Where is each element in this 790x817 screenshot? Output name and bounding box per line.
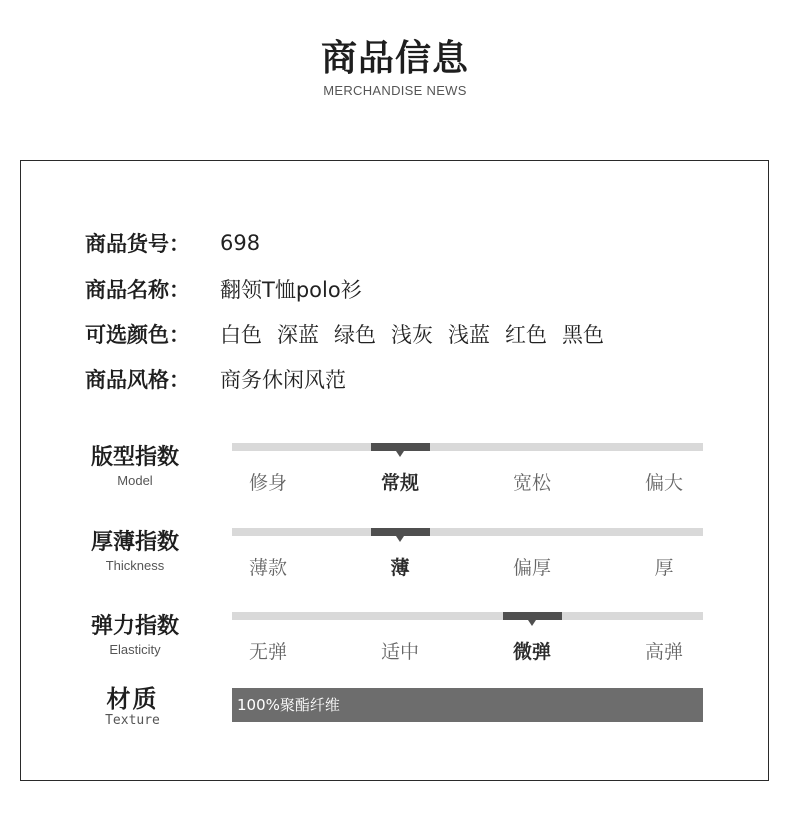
texture-title [85, 685, 180, 729]
info-values [220, 274, 362, 304]
index-scale-elasticity [202, 637, 730, 664]
index-title-en: Model [117, 473, 153, 488]
scale-option: 微弹 [512, 641, 551, 663]
page-subtitle: MERCHANDISE NEWS [323, 83, 467, 98]
color-options [220, 319, 604, 349]
info-label: 可选颜色： [85, 323, 190, 347]
color-option: 深蓝 [277, 323, 319, 347]
texture-title-cn: 材质 [106, 685, 159, 713]
texture-title-en: Texture [105, 713, 160, 728]
index-marker [371, 528, 430, 536]
scale-option: 高弹 [644, 641, 683, 663]
scale-option: 适中 [380, 641, 419, 663]
index-title-model [85, 444, 185, 490]
info-value: 翻领T恤polo衫 [220, 278, 362, 302]
info-label: 商品货号： [85, 232, 190, 256]
index-track-elasticity [232, 612, 703, 620]
scale-option: 宽松 [512, 472, 551, 494]
scale-option: 偏厚 [512, 557, 551, 579]
index-title-en: Thickness [105, 558, 165, 573]
index-title-cn: 厚薄指数 [90, 530, 179, 555]
index-title-en: Elasticity [109, 642, 161, 657]
scale-option: 薄款 [248, 557, 287, 579]
info-value: 商务休闲风范 [220, 368, 346, 392]
color-option: 白色 [220, 323, 262, 347]
info-values [220, 231, 260, 255]
scale-option: 常规 [380, 472, 419, 494]
info-label: 商品风格： [85, 368, 190, 392]
index-scale-thickness [202, 553, 730, 580]
info-label: 商品名称： [85, 278, 190, 302]
index-title-cn: 版型指数 [90, 445, 179, 470]
texture-value-bar: 100%聚酯纤维 [232, 688, 703, 722]
index-track-model [232, 443, 703, 451]
info-row-colors [85, 319, 604, 349]
color-option: 黑色 [562, 323, 604, 347]
scale-option: 厚 [654, 557, 674, 579]
scale-option: 偏大 [644, 472, 683, 494]
scale-option: 修身 [248, 472, 287, 494]
color-option: 浅灰 [391, 323, 433, 347]
info-value: 698 [220, 231, 261, 255]
index-title-cn: 弹力指数 [90, 614, 179, 639]
info-row-style [85, 364, 346, 394]
scale-option: 薄 [390, 557, 410, 579]
index-track-thickness [232, 528, 703, 536]
color-option: 浅蓝 [448, 323, 490, 347]
scale-option: 无弹 [248, 641, 287, 663]
index-marker [503, 612, 562, 620]
color-option: 红色 [505, 323, 547, 347]
index-title-thickness [85, 529, 185, 575]
index-scale-model [202, 468, 730, 495]
info-row-product-name [85, 274, 362, 304]
index-marker [371, 443, 430, 451]
index-title-elasticity [85, 613, 185, 659]
info-values [220, 364, 346, 394]
page-title: 商品信息 [320, 38, 469, 79]
color-option: 绿色 [334, 323, 376, 347]
info-row-item-number [85, 228, 260, 258]
